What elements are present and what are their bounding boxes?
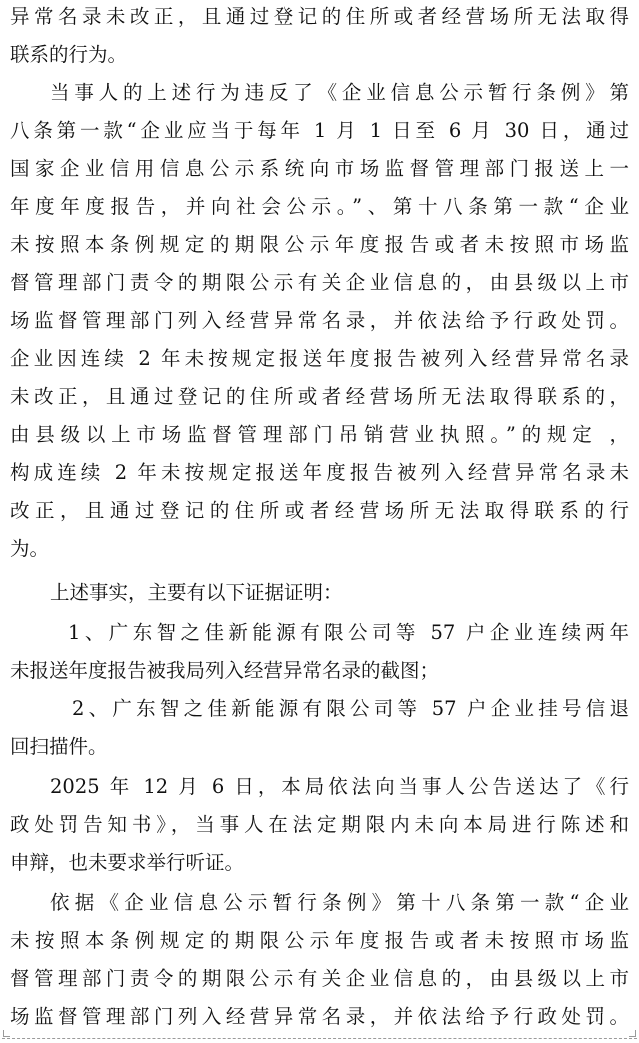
text-line: 未按照本条例规定的期限公示年度报告或者未按照市场监: [10, 233, 629, 256]
text-line: 改正，且通过登记的住所或者经营场所无法取得联系的行: [10, 499, 629, 522]
text-line: 未改正，且通过登记的住所或者经营场所无法取得联系的，: [10, 385, 629, 408]
text-line: 未按照本条例规定的期限公示年度报告或者未按照市场监: [10, 929, 629, 952]
text-line: 督管理部门责令的期限公示有关企业信息的，由县级以上市: [10, 967, 629, 990]
text-line: 督管理部门责令的期限公示有关企业信息的，由县级以上市: [10, 271, 629, 294]
text-line: 联系的行为。: [10, 43, 128, 66]
page-corner-mark: [3, 1030, 10, 1037]
text-line: 年度年度报告，并向社会公示。”、第十八条第一款“企业: [10, 195, 629, 218]
list-item: 2、广东智之佳新能源有限公司等 57 户企业挂号信退: [72, 697, 629, 720]
text-line: 构成连续 2 年未按规定报送年度报告被列入经营异常名录未: [10, 461, 629, 484]
list-item: 1、广东智之佳新能源有限公司等 57 户企业连续两年: [68, 621, 629, 644]
text-line: 未报送年度报告被我局列入经营异常名录的截图；: [10, 659, 440, 682]
text-line: 上述事实，主要有以下证据证明：: [50, 581, 343, 604]
text-line: 2025 年 12 月 6 日，本局依法向当事人公告送达了《行: [50, 775, 629, 798]
text-line: 场监督管理部门列入经营异常名录，并依法给予行政处罚。: [10, 1005, 629, 1028]
text-line: 为。: [10, 537, 50, 560]
text-line: 当事人的上述行为违反了《企业信息公示暂行条例》第: [50, 81, 629, 104]
text-line: 政处罚告知书》，当事人在法定期限内未向本局进行陈述和: [10, 813, 629, 836]
text-line: 依据《企业信息公示暂行条例》第十八条第一款“企业: [50, 891, 629, 914]
page-boundary: [2, 1038, 637, 1039]
text-line: 异常名录未改正，且通过登记的住所或者经营场所无法取得: [10, 5, 629, 28]
text-line: 由县级以上市场监督管理部门吊销营业执照。”的规定 ，: [10, 423, 629, 446]
text-line: 国家企业信用信息公示系统向市场监督管理部门报送上一: [10, 157, 629, 180]
text-line: 回扫描件。: [10, 735, 108, 758]
text-line: 申辩，也未要求举行听证。: [10, 851, 245, 874]
text-line: 企业因连续 2 年未按规定报送年度报告被列入经营异常名录: [10, 347, 629, 370]
text-line: 八条第一款“企业应当于每年 1 月 1 日至 6 月 30 日，通过: [10, 119, 629, 142]
text-line: 场监督管理部门列入经营异常名录，并依法给予行政处罚。: [10, 309, 629, 332]
page-corner-mark: [629, 1030, 636, 1037]
